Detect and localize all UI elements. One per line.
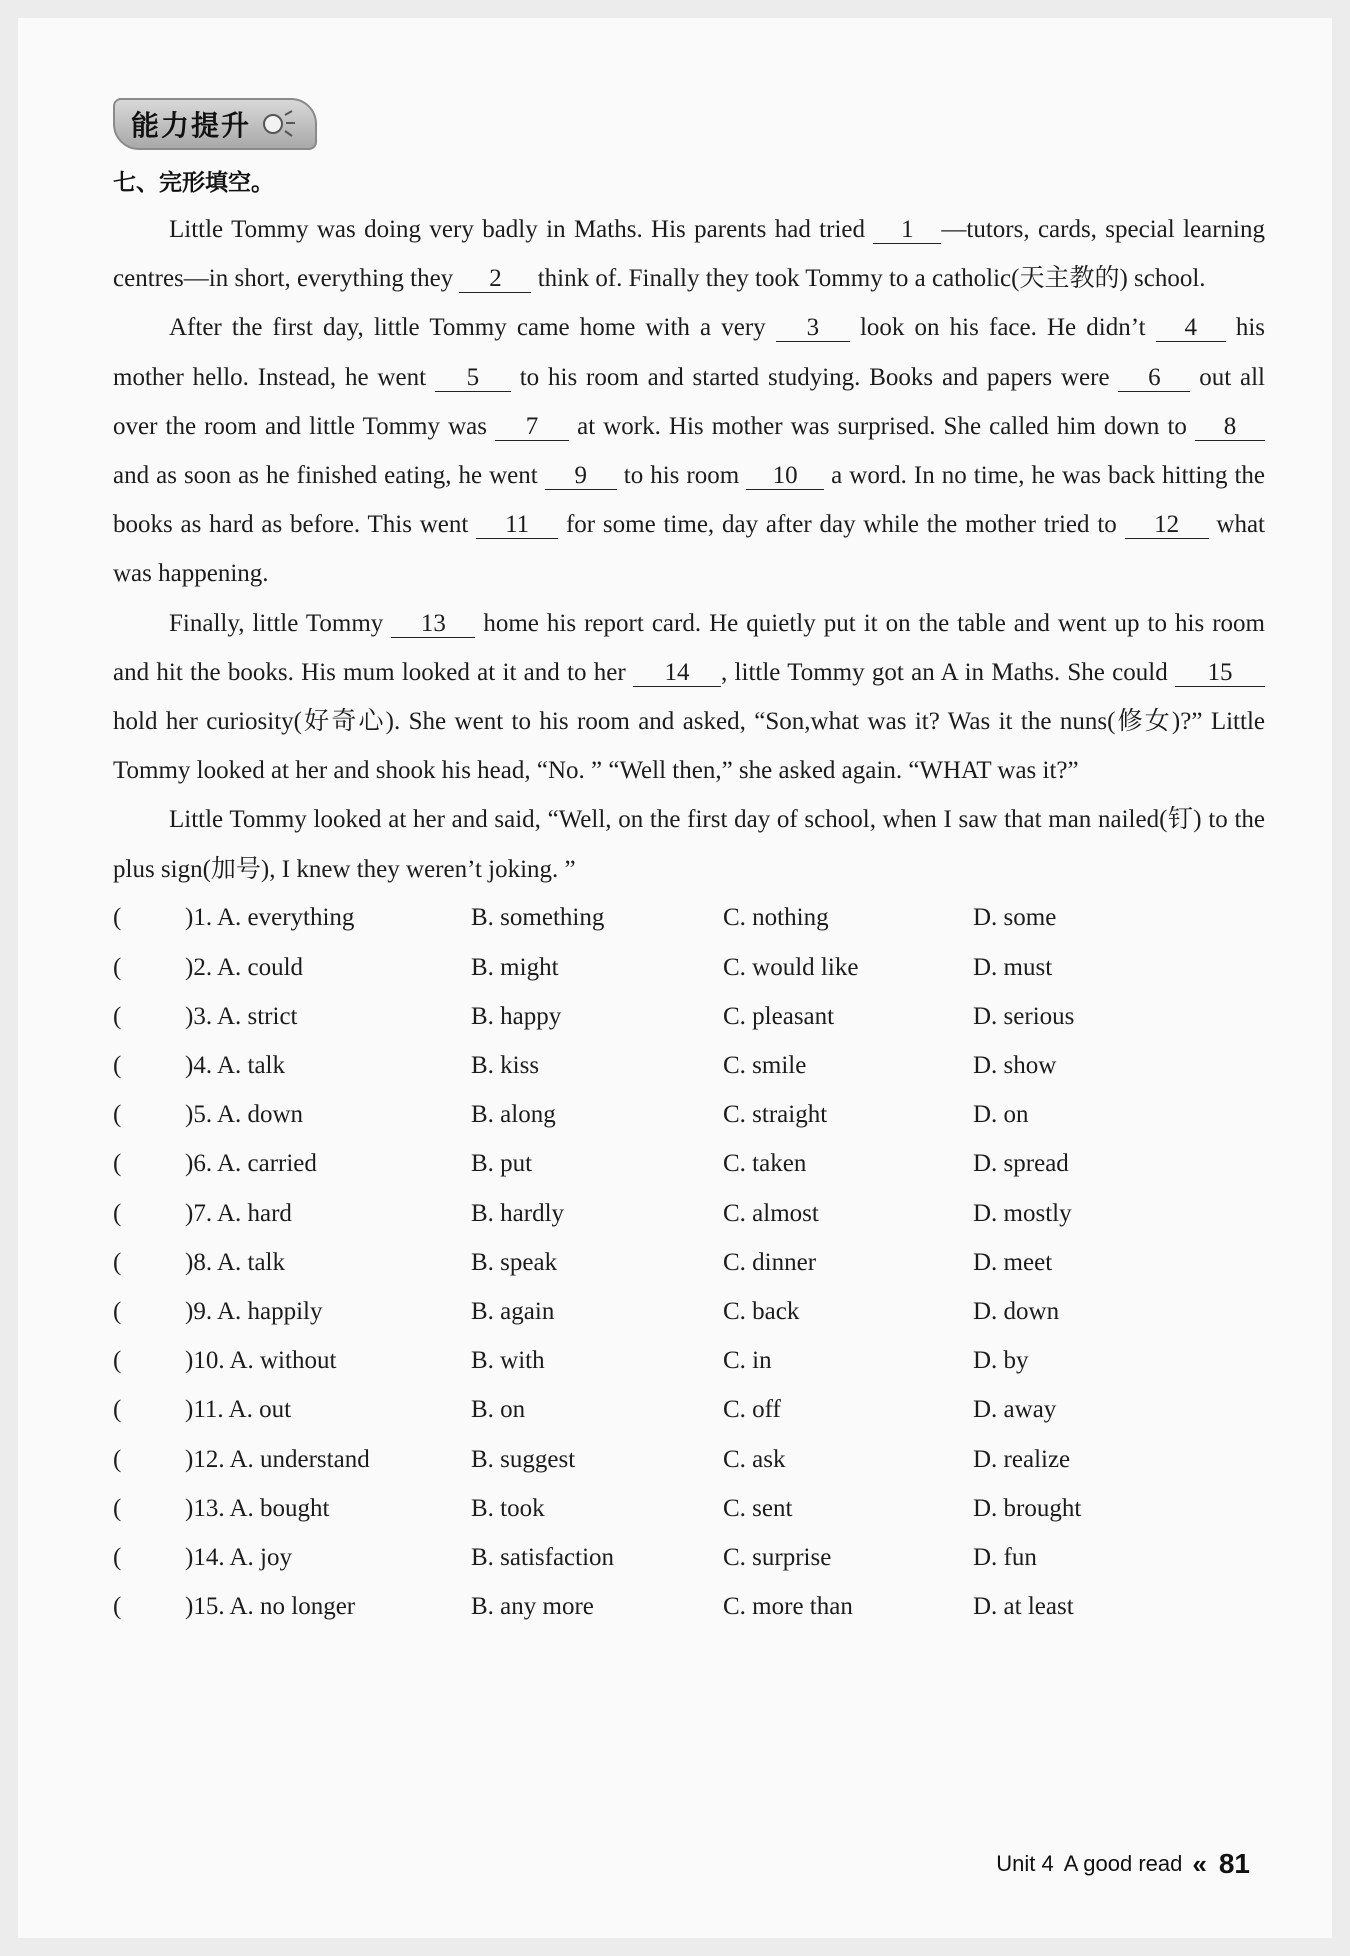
blank-7[interactable]: 7 [495, 414, 569, 441]
option-c[interactable]: C. ask [723, 1445, 786, 1473]
option-b[interactable]: B. again [471, 1297, 555, 1325]
question-row-11 [113, 1386, 1265, 1435]
option-a[interactable]: )3. A. strict [185, 1002, 298, 1030]
option-c[interactable]: C. almost [723, 1199, 819, 1227]
option-b[interactable]: B. satisfaction [471, 1543, 615, 1571]
page-number: 81 [1218, 1848, 1250, 1879]
option-c[interactable]: C. back [723, 1297, 800, 1325]
option-d[interactable]: D. away [973, 1396, 1057, 1424]
footer-unit: Unit 4 [996, 1851, 1054, 1876]
question-row-12 [113, 1435, 1265, 1484]
option-c[interactable]: C. more than [723, 1593, 853, 1621]
question-options [113, 894, 1265, 1632]
blank-3[interactable]: 3 [776, 315, 850, 342]
option-a[interactable]: )6. A. carried [185, 1150, 317, 1178]
option-d[interactable]: D. down [973, 1297, 1060, 1325]
option-d[interactable]: D. on [973, 1101, 1029, 1129]
blank-1[interactable]: 1 [873, 217, 941, 244]
option-d[interactable]: D. show [973, 1052, 1057, 1079]
passage-paragraph-1 [113, 205, 1265, 303]
passage-text: Finally, little Tommy [169, 609, 392, 637]
option-d[interactable]: D. some [973, 904, 1057, 932]
passage-text: hold her curiosity(好奇心). She went to his room and asked, “Son,what was it? Was it the nuns(修女)?” Little Tommy looked at her and shook his head, “No. ” “Well then,” she asked again. “WHAT was it?” [113, 708, 1265, 785]
option-d[interactable]: D. serious [973, 1002, 1075, 1030]
option-a[interactable]: )11. A. out [185, 1396, 292, 1424]
question-row-2 [113, 943, 1265, 992]
option-c[interactable]: C. dinner [723, 1248, 817, 1276]
blank-15[interactable]: 15 [1175, 660, 1265, 687]
option-a[interactable]: )4. A. talk [185, 1052, 285, 1079]
question-row-15 [113, 1582, 1265, 1631]
blank-10[interactable]: 10 [746, 463, 824, 490]
badge-label: 能力提升 [131, 109, 252, 142]
passage-text: his mother hello. Instead, he went [113, 314, 1265, 391]
page-footer [996, 1848, 1250, 1880]
option-d[interactable]: D. must [973, 953, 1053, 981]
option-b[interactable]: B. took [471, 1494, 545, 1522]
page-content [113, 98, 1265, 1632]
option-b[interactable]: B. with [471, 1347, 545, 1375]
passage-text: at work. His mother was surprised. She called him down to [569, 412, 1195, 440]
option-b[interactable]: B. along [471, 1101, 556, 1129]
option-d[interactable]: D. fun [973, 1543, 1037, 1571]
option-b[interactable]: B. on [471, 1396, 526, 1424]
option-b[interactable]: B. might [471, 953, 559, 981]
question-row-9 [113, 1287, 1265, 1336]
answer-paren[interactable]: ( [113, 1297, 122, 1325]
passage-text: home his report card. He quietly put it on the table and went up to his room and hit the books. His mum looked at it and to her [113, 609, 1265, 686]
answer-paren[interactable]: ( [113, 1248, 122, 1276]
passage-text: , little Tommy got an A in Maths. She could [721, 658, 1175, 686]
blank-2[interactable]: 2 [459, 266, 531, 293]
workbook-page [18, 18, 1332, 1938]
question-row-13 [113, 1484, 1265, 1533]
question-row-10 [113, 1337, 1265, 1386]
passage-paragraph-2 [113, 303, 1265, 598]
option-d[interactable]: D. by [973, 1347, 1029, 1375]
answer-paren[interactable]: ( [113, 1494, 122, 1522]
section-title: 七、完形填空。 [113, 170, 274, 196]
option-a[interactable]: )12. A. understand [185, 1445, 370, 1473]
option-b[interactable]: B. something [471, 904, 605, 932]
option-c[interactable]: C. surprise [723, 1543, 832, 1571]
blank-5[interactable]: 5 [435, 365, 511, 392]
option-a[interactable]: )1. A. everything [185, 904, 355, 932]
passage-text: look on his face. He didn’t [849, 314, 1156, 342]
blank-12[interactable]: 12 [1125, 512, 1209, 539]
option-c[interactable]: C. off [723, 1396, 781, 1424]
option-a[interactable]: )7. A. hard [185, 1199, 292, 1227]
blank-9[interactable]: 9 [545, 463, 617, 490]
chevron-left-icon: « [1192, 1848, 1201, 1879]
question-row-3 [113, 992, 1265, 1041]
blank-4[interactable]: 4 [1156, 315, 1226, 342]
passage-text: for some time, day after day while the mother tried to [558, 511, 1125, 539]
option-b[interactable]: B. hardly [471, 1199, 565, 1227]
answer-paren[interactable]: ( [113, 1150, 122, 1178]
answer-paren[interactable]: ( [113, 1445, 122, 1473]
option-c[interactable]: C. taken [723, 1150, 807, 1178]
option-d[interactable]: D. brought [973, 1494, 1082, 1522]
option-d[interactable]: D. at least [973, 1593, 1074, 1621]
option-c[interactable]: C. straight [723, 1101, 828, 1129]
blank-14[interactable]: 14 [633, 660, 721, 687]
option-c[interactable]: C. nothing [723, 904, 829, 932]
footer-title: A good read [1063, 1851, 1183, 1876]
option-b[interactable]: B. kiss [471, 1052, 540, 1079]
question-row-4 [113, 1041, 1265, 1090]
answer-paren[interactable]: ( [113, 1396, 122, 1424]
answer-paren[interactable]: ( [113, 1347, 122, 1375]
question-row-5 [113, 1091, 1265, 1140]
answer-paren[interactable]: ( [113, 904, 122, 932]
passage-text: After the first day, little Tommy came home with a very [169, 314, 776, 342]
passage-text: and as soon as he finished eating, he went [113, 462, 545, 490]
option-c[interactable]: C. pleasant [723, 1002, 835, 1030]
option-c[interactable]: C. sent [723, 1494, 793, 1522]
option-b[interactable]: B. put [471, 1150, 533, 1178]
section-badge [113, 98, 317, 150]
option-d[interactable]: D. realize [973, 1445, 1071, 1473]
passage-paragraph-3 [113, 599, 1265, 796]
option-b[interactable]: B. suggest [471, 1445, 576, 1473]
option-b[interactable]: B. speak [471, 1248, 558, 1276]
answer-paren[interactable]: ( [113, 1543, 122, 1571]
passage-text: what was happening. [113, 511, 1265, 588]
passage-text: to his room and started studying. Books and papers were [510, 363, 1119, 391]
option-d[interactable]: D. meet [973, 1248, 1053, 1276]
option-a[interactable]: )15. A. no longer [185, 1593, 356, 1621]
option-c[interactable]: C. smile [723, 1052, 807, 1079]
answer-paren[interactable]: ( [113, 1101, 122, 1129]
passage-text: Little Tommy was doing very badly in Maths. His parents had tried [169, 216, 874, 243]
option-a[interactable]: )10. A. without [185, 1347, 337, 1375]
passage-text: —tutors, cards, special learning centres—in short, everything they [113, 216, 1265, 293]
question-row-6 [113, 1140, 1265, 1189]
answer-paren[interactable]: ( [113, 1593, 122, 1621]
option-d[interactable]: D. spread [973, 1150, 1069, 1178]
option-a[interactable]: )5. A. down [185, 1101, 304, 1129]
option-a[interactable]: )9. A. happily [185, 1297, 323, 1325]
option-c[interactable]: C. would like [723, 953, 859, 981]
passage-text: think of. Finally they took Tommy to a catholic(天主教的) school. [531, 265, 1206, 293]
lightbulb-icon [259, 109, 297, 139]
option-b[interactable]: B. happy [471, 1002, 562, 1030]
option-b[interactable]: B. any more [471, 1593, 594, 1621]
passage-text: a word. In no time, he was back hitting the books as hard as before. This went [113, 462, 1265, 539]
option-a[interactable]: )13. A. bought [185, 1494, 330, 1522]
question-row-1 [113, 894, 1265, 943]
blank-13[interactable]: 13 [391, 611, 475, 638]
option-a[interactable]: )14. A. joy [185, 1543, 292, 1571]
option-a[interactable]: )2. A. could [185, 953, 304, 981]
question-row-14 [113, 1533, 1265, 1582]
answer-paren[interactable]: ( [113, 953, 122, 981]
blank-6[interactable]: 6 [1118, 365, 1190, 392]
option-c[interactable]: C. in [723, 1347, 772, 1375]
answer-paren[interactable]: ( [113, 1052, 122, 1079]
passage-text: to his room [616, 462, 747, 490]
option-d[interactable]: D. mostly [973, 1199, 1072, 1227]
passage-paragraph-4: Little Tommy looked at her and said, “Well, on the first day of school, when I saw that man nailed(钉) to the plus sign(加号), I knew they weren’t joking. ” [113, 806, 1265, 883]
question-row-7 [113, 1189, 1265, 1238]
blank-11[interactable]: 11 [476, 512, 558, 539]
answer-paren[interactable]: ( [113, 1199, 122, 1227]
question-row-8 [113, 1238, 1265, 1287]
passage-text: out all over the room and little Tommy was [113, 363, 1265, 440]
answer-paren[interactable]: ( [113, 1002, 122, 1030]
blank-8[interactable]: 8 [1195, 414, 1265, 441]
option-a[interactable]: )8. A. talk [185, 1248, 285, 1276]
